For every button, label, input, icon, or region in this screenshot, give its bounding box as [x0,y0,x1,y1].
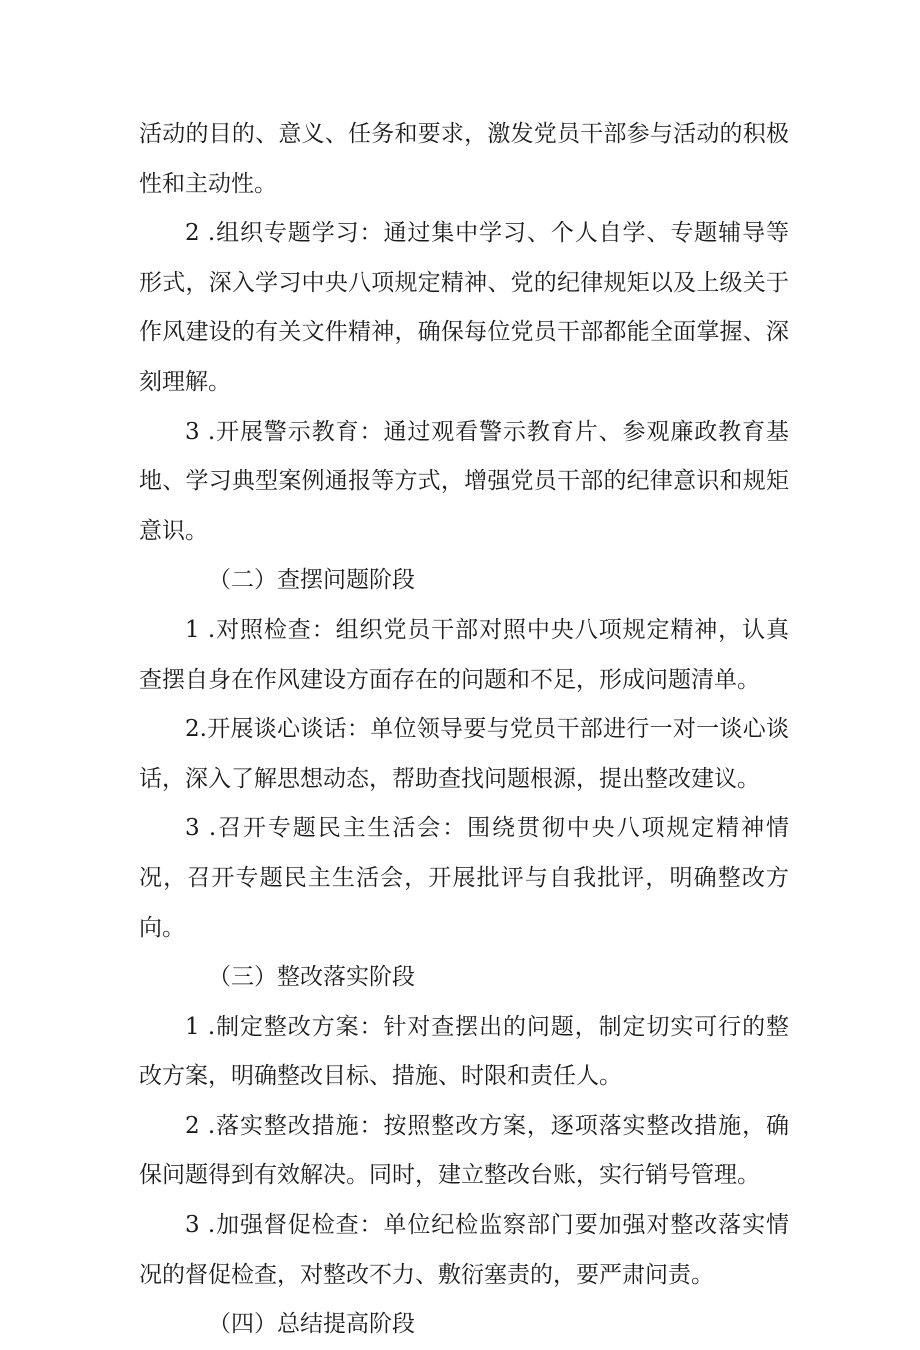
paragraph-continuation: 活动的目的、意义、任务和要求，激发党员干部参与活动的积极性和主动性。 [139,121,789,197]
paragraph-rectification-plan: 1 .制定整改方案：针对查摆出的问题，制定切实可行的整改方案，明确整改目标、措施、时限和责任人。 [139,1013,789,1090]
paragraph-supervision: 3 .加强督促检查：单位纪检监察部门要加强对整改落实情况的督促检查，对整改不力、敷衍塞责的，要严肃问责。 [139,1212,789,1288]
paragraph-heart-to-heart: 2.开展谈心谈话：单位领导要与党员干部进行一对一谈心谈话，深入了解思想动态，帮助查找问题根源，提出整改建议。 [139,716,789,792]
paragraph-organize-study: 2 .组织专题学习：通过集中学习、个人自学、专题辅导等形式，深入学习中央八项规定精神、党的纪律规矩以及上级关于作风建设的有关文件精神，确保每位党员干部都能全面掌握、深刻理解。 [139,220,789,395]
section-heading-2: （二）查摆问题阶段 [208,567,415,594]
paragraph-implement-measures: 2 .落实整改措施：按照整改方案，逐项落实整改措施，确保问题得到有效解决。同时，建立整改台账，实行销号管理。 [139,1112,789,1189]
section-heading-4: （四）总结提高阶段 [208,1311,415,1338]
paragraph-warning-education: 3 .开展警示教育：通过观看警示教育片、参观廉政教育基地、学习典型案例通报等方式，增强党员干部的纪律意识和规矩意识。 [139,418,789,544]
section-heading-3: （三）整改落实阶段 [208,964,415,991]
document-body [139,110,789,1350]
paragraph-democratic-meeting: 3 .召开专题民主生活会：围绕贯彻中央八项规定精神情况，召开专题民主生活会，开展批评与自我批评，明确整改方向。 [139,815,789,941]
paragraph-self-check: 1 .对照检查：组织党员干部对照中央八项规定精神，认真查摆自身在作风建设方面存在的问题和不足，形成问题清单。 [139,616,789,693]
